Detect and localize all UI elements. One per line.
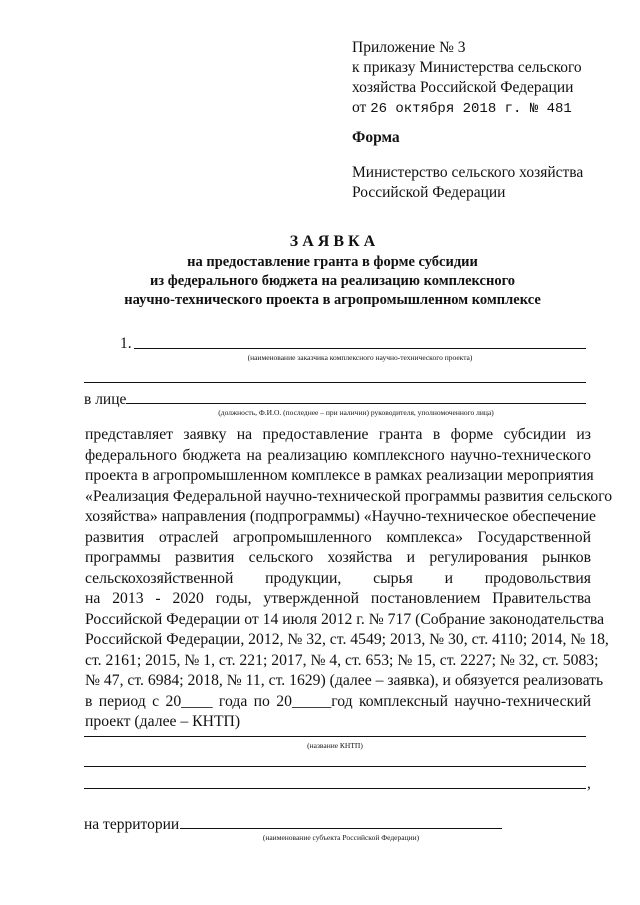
applicant-name-caption: (наименование заказчика комплексного научно-технического проекта)	[247, 353, 473, 362]
body-line: сельскохозяйственной продукции, сырья и продовольствия	[85, 569, 591, 587]
appendix-date	[352, 98, 572, 119]
body-line: развития отраслей агропромышленного комплекса» Государственной	[85, 528, 591, 546]
kntp-name-caption: (название КНТП)	[307, 741, 363, 750]
appendix-line-3: хозяйства Российской Федерации	[352, 79, 574, 96]
body-line: представляет заявку на предоставление гранта в форме субсидии из	[85, 426, 591, 443]
body-line: проект (далее – КНТП)	[85, 713, 241, 730]
document-title: З А Я В К А	[289, 233, 376, 250]
title-line-3: научно-технического проекта в агропромышленном комплексе	[124, 292, 541, 308]
territory-caption: (наименование субъекта Российской Федерации)	[262, 833, 420, 842]
representative-caption: (должность, Ф.И.О. (последнее – при наличии) руководителя, уполномоченного лица)	[218, 408, 494, 417]
applicant-name-line-2	[84, 382, 586, 383]
applicant-name-line	[134, 348, 586, 349]
body-line: проекта в агропромышленном комплексе в рамках реализации мероприятия	[85, 467, 594, 484]
title-line-1: на предоставление гранта в форме субсидии	[187, 254, 478, 270]
appendix-date-prefix: от	[352, 99, 367, 116]
body-line: федерального бюджета на реализацию комплексного научно-технического	[85, 446, 591, 464]
body-line: № 47, ст. 6984; 2018, № 11, ст. 1629) (далее – заявка), и обязуется реализовать	[85, 672, 604, 689]
application-body	[85, 425, 613, 733]
kntp-name-line-3	[84, 788, 586, 789]
kntp-name-line	[84, 736, 586, 737]
title-line-2: из федерального бюджета на реализацию комплексного	[149, 273, 516, 289]
territory-label: на территории	[84, 816, 180, 833]
body-line: Российской Федерации, 2012, № 32, ст. 4549; 2013, № 30, ст. 4110; 2014, № 18,	[85, 631, 609, 648]
kntp-name-line-2	[84, 766, 586, 767]
field-1-number: 1.	[120, 335, 132, 352]
ministry-line-2: Российской Федерации	[352, 184, 506, 201]
form-label: Форма	[352, 129, 400, 146]
body-line: в период с 20____ года по 20_____год комплексный научно-технический	[85, 692, 591, 710]
appendix-date-value: 26 октября 2018 г. № 481	[370, 101, 572, 117]
territory-line	[180, 828, 502, 829]
representative-label: в лице	[84, 391, 127, 408]
representative-line	[126, 403, 586, 404]
appendix-line-2: к приказу Министерства сельского	[352, 59, 582, 76]
ministry-line-1: Министерство сельского хозяйства	[352, 164, 584, 181]
body-line: ст. 2161; 2015, № 1, ст. 221; 2017, № 4, ст. 653; № 15, ст. 2227; № 32, ст. 5083;	[85, 651, 599, 669]
body-line: программы развития сельского хозяйства и регулирования рынков	[85, 549, 591, 566]
body-line: Российской Федерации от 14 июля 2012 г. № 717 (Собрание законодательства	[85, 610, 605, 628]
body-line: хозяйства» направления (подпрограммы) «Научно-техническое обеспечение	[85, 508, 597, 525]
body-line: на 2013 - 2020 годы, утвержденной постановлением Правительства	[85, 590, 591, 607]
appendix-line-1: Приложение № 3	[352, 39, 466, 56]
kntp-comma: ,	[587, 775, 591, 792]
body-line: «Реализация Федеральной научно-технической программы развития сельского	[85, 487, 613, 505]
